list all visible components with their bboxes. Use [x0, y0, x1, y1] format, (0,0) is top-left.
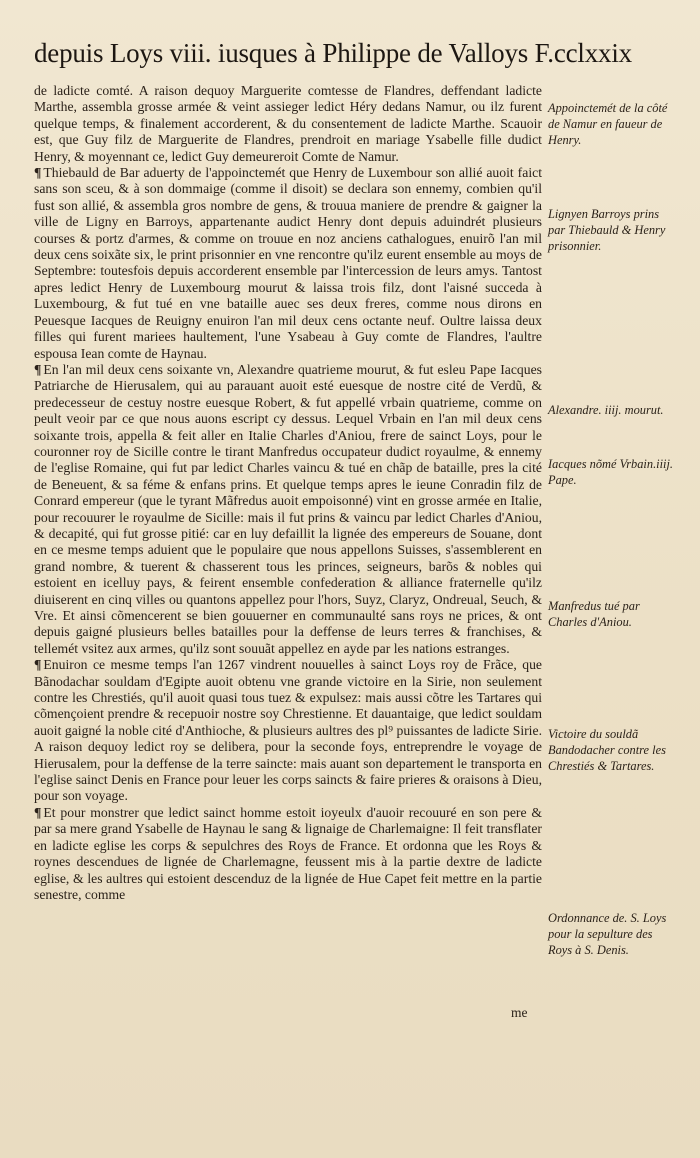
catchword: me — [511, 1005, 528, 1020]
main-text-column — [34, 83, 542, 903]
margin-note-ordonnance: Ordonnance de. S. Loys pour la sepulture des Roys à S. Denis. — [548, 911, 667, 957]
pilcrow-mark: ¶ — [34, 804, 42, 820]
margin-note-vrbain: Iacques nõmé Vrbain.iiij. Pape. — [548, 457, 674, 487]
paragraph-thiebauld: ¶ Thiebauld de Bar aduerty de l'appoinctemét que Henry de Luxembour son allié auoit faict sans son sceu, & à son dommaige (comme il disoit) se declara son ennemy, combien qu'il fust son allié, & assembla gros nombre de gens, & trouua maniere de prendre & gaigner la ville de Ligny en Barroys, appartenante audict Henry dont depuis aduindrét plusieurs courses & portz d'armes, & comme on trouue en noz anciens cathalogues, enuirõ l'an mil deux cens soixãte six, le print prisonnier en vne rencontre qu'ilz eurent ensemble au moys de Septembre: toutesfois depuis accorderent ensemble par l'intercession de leurs amys. Tantost apres ledict Henry de Luxembourg mourut & laissa trois filz, dont l'aisné succeda à Luxembourg, & fut tué en vne bataille auec ses deux freres, comme nous dirons en Peuesque Iacques de Reuigny enuiron l'an mil deux cens octante neuf. Oultre laissa deux filles qui furent mariees haultement, l'une Ysabeau à Guy comte de Flandres, l'aultre espousa Iean comte de Haynau. — [34, 165, 542, 361]
pilcrow-mark: ¶ — [34, 165, 42, 181]
paragraph-alexandre: ¶ En l'an mil deux cens soixante vn, Alexandre quatrieme mourut, & fut esleu Pape Iacques Patriarche de Hierusalem, qui au parauant auoit esté euesque de nostre cité de Verdũ, & predecesseur de cestuy nostre euesque Robert, & fut appellé vrbain quatrieme, comme on peult veoir par ce que nous auons escript cy dessus. Lequel Vrbain en l'an mil deux cens soixante trois, appella & feit aller en Italie Charles d'Aniou, frere de sainct Loys, pour le couronner roy de Sicille contre le tirant Manfredus occupateur dudict royaulme, & ennemy de l'eglise Romaine, qui fut par ledict Charles vaincu & tué en chãp de bataille, pres la cité de Beneuent, & sa féme & enfans prins. Et quelque temps apres le ieune Conradin filz de Conrard empereur (que le tyrant Mãfredus auoit empoisonné) vint en grosse armée en Italie, pour recouurer le royaulme de Sicille: mais il fut prins & vaincu par ledict Charles d'Aniou, & decapité, qui fut grosse pitié: car en luy defaillit la lignée des empereurs de Souane, dont en ce mesme temps aduient que le populaire que nous appellons Suisses, s'assemblerent en grand nombre, & tuerent & chasserent tous les princes, seigneurs, barõs & nobles qui estoient en icelluy pays, & feirent ensemble confederation & alliance fraternelle qu'ilz diuiserent en cinq villes ou quantons appellez pour l'hors, Suyz, Claryz, Ondreual, Seuch, & Vre. Et ainsi cõmencerent se bien gouuerner en communaulté sans roys ne prices, & ont depuis gaigné plusieurs belles batailles pour la deffense de leurs terres & franchises, & tellemét vsitez aux armes, qu'ilz sont souuãt appellez en ayde par les nations estranges. — [34, 361, 542, 656]
paragraph-saint-loys: ¶ Enuiron ce mesme temps l'an 1267 vindrent nouuelles à sainct Loys roy de Frãce, que Bãnodachar souldam d'Egipte auoit obtenu vne grande victoire en la Sirie, non seulement contre les Chrestiés, qu'il auoit quasi tous tuez & expulsez: mais aussi cõtre les Tartares qui cõmençoient prendre & recepuoir nostre soy Chrestienne. Et dauantaige, que ledict souldam auoit gaigné la noble cité d'Anthioche, & plusieurs aultres des pl⁹ puissantes de ladicte Sirie. A raison dequoy ledict roy se delibera, pour la seconde foys, entreprendre le voyage de Hierusalem, pour la deffense de la terre saincte: mais auant son departement le transporta en l'eglise sainct Denis en France pour leuer les corps saincts & faire prieres & oraisons à Dieu, pour son voyage. — [34, 657, 542, 804]
paragraph-sepulchres: ¶ Et pour monstrer que ledict sainct homme estoit ioyeulx d'auoir recouuré en son pere & par sa mere grand Ysabelle de Haynau le sang & lignaige de Charlemaigne: Il feit transflater en ladicte eglise les corps & sepulchres des Roys de France. Et ordonna que les Roys & roynes descendues de lignée de Charlemagne, feussent mis à la partie dextre de ladicte eglise, & les aultres qui estoient descenduz de la lignée de Hue Capet feit mettre en la partie senestre, comme — [34, 804, 542, 902]
margin-note-namur: Appoinctemét de la côté de Namur en faueur de Henry. — [548, 101, 668, 147]
margin-note-victoire: Victoire du souldã Bandodacher contre les Chrestiés & Tartares. — [548, 727, 666, 773]
pilcrow-mark: ¶ — [34, 361, 42, 377]
folio-number: cclxxix — [553, 38, 632, 68]
running-title: depuis Loys viii. iusques à Philippe de Valloys F. — [34, 38, 554, 68]
margin-note-alexandre: Alexandre. iiij. mourut. — [548, 403, 664, 417]
paragraph-continuation: de ladicte comté. A raison dequoy Marguerite comtesse de Flandres, deffendant ladicte Marthe, assembla grosse armée & veint assieger ledict Héry dedans Namur, ou ilz furent quelque temps, & finalement accorderent, & du consentement de ladicte Marthe. Scauoir est, que Guy filz de Marguerite de Flandres, prendroit en mariage Ysabelle fille dudict Henry, & moyennant ce, ledict Guy demeureroit Comte de Namur. — [34, 83, 542, 164]
running-header — [34, 36, 674, 70]
margin-note-ligny: Lignyen Barroys prins par Thiebauld & Henry prisonnier. — [548, 207, 666, 253]
margin-note-manfredus: Manfredus tué par Charles d'Aniou. — [548, 599, 640, 629]
pilcrow-mark: ¶ — [34, 657, 42, 673]
